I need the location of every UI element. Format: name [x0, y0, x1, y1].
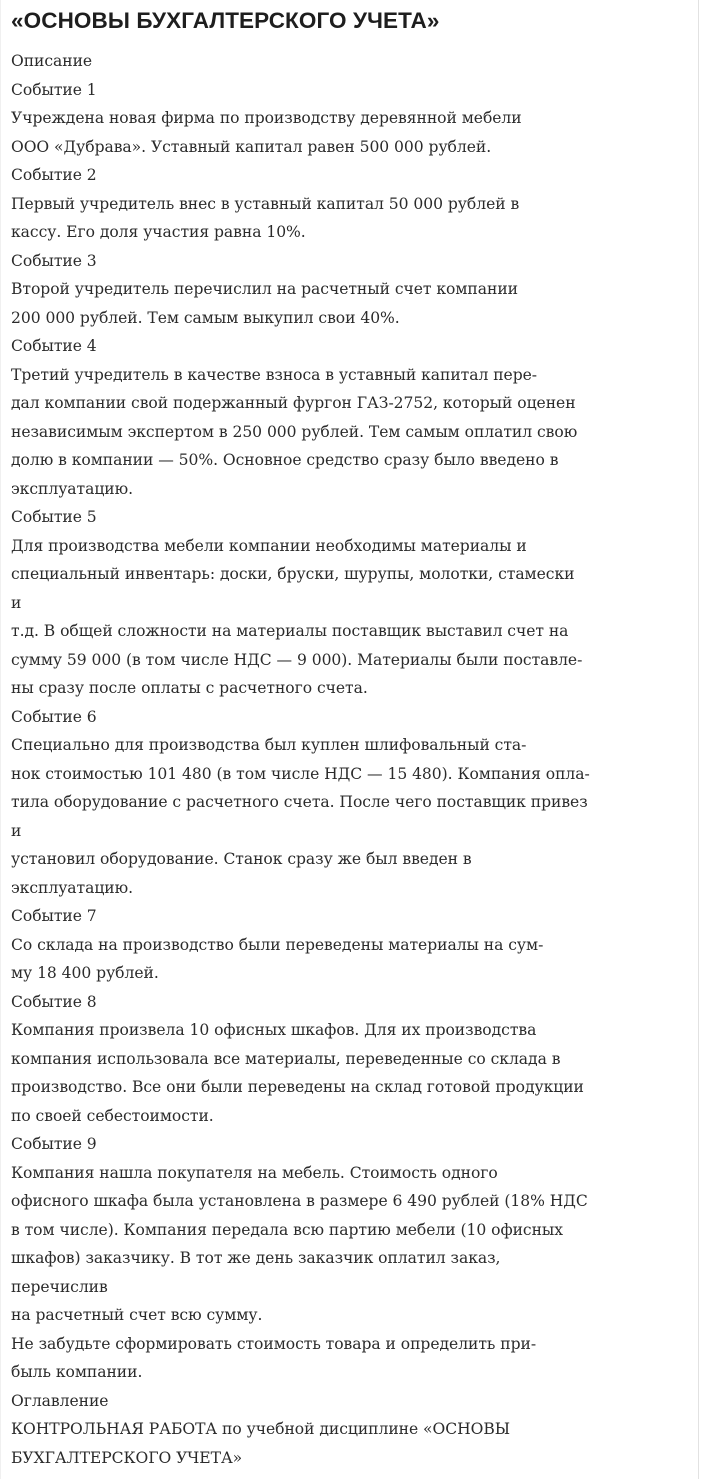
text-line: Третий учредитель в качестве взноса в уставный капитал пере-: [11, 365, 538, 384]
text-line: Событие 6: [11, 707, 97, 726]
text-line: дал компании свой подержанный фургон ГАЗ-2752, который оценен: [11, 394, 576, 412]
text-line: Со склада на производство были переведены материалы на сум-: [11, 935, 544, 954]
text-line: Событие 1: [11, 80, 97, 99]
text-line: Компания нашла покупателя на мебель. Стоимость одного: [11, 1163, 498, 1182]
text-line: компания использовала все материалы, переведенные со склада в: [11, 1049, 561, 1068]
text-line: по своей себестоимости.: [11, 1106, 214, 1125]
text-line: 200 000 рублей. Тем самым выкупил свои 40%.: [11, 308, 400, 327]
text-line: ООО «Дубрава». Уставный капитал равен 500 000 рублей.: [11, 137, 492, 156]
text-line: Событие 5: [11, 508, 97, 526]
text-line: производство. Все они были переведены на склад готовой продукции: [11, 1078, 584, 1096]
document-title: «ОСНОВЫ БУХГАЛТЕРСКОГО УЧЕТА»: [11, 8, 440, 33]
text-line: т.д. В общей сложности на материалы поставщик выставил счет на: [11, 622, 569, 640]
text-line: Событие 3: [11, 251, 97, 270]
text-line: долю в компании — 50%. Основное средство сразу было введено в: [11, 451, 559, 469]
text-line: Не забудьте сформировать стоимость товара и определить при-: [11, 1334, 537, 1353]
text-line: му 18 400 рублей.: [11, 964, 159, 982]
text-line: кассу. Его доля участия равна 10%.: [11, 223, 306, 241]
text-line: Первый учредитель внес в уставный капитал 50 000 рублей в: [11, 194, 520, 213]
text-line: эксплуатацию.: [11, 479, 134, 498]
text-line: перечислив: [11, 1277, 108, 1296]
text-line: в том числе). Компания передала всю партию мебели (10 офисных: [11, 1220, 563, 1239]
text-line: Учреждена новая фирма по производству деревянной мебели: [11, 109, 522, 127]
text-line: БУХГАЛТЕРСКОГО УЧЕТА»: [11, 1448, 243, 1467]
text-line: на расчетный счет всю сумму.: [11, 1306, 263, 1324]
text-line: тила оборудование с расчетного счета. После чего поставщик привез: [11, 793, 588, 811]
text-line: Событие 9: [11, 1135, 97, 1153]
text-line: Второй учредитель перечислил на расчетный счет компании: [11, 280, 518, 298]
text-line: офисного шкафа была установлена в размере 6 490 рублей (18% НДС: [11, 1192, 588, 1210]
text-line: и: [11, 593, 22, 612]
text-line: эксплуатацию.: [11, 878, 134, 897]
text-line: Событие 2: [11, 166, 97, 184]
text-line: Специально для производства был куплен шлифовальный ста-: [11, 736, 527, 754]
text-line: КОНТРОЛЬНАЯ РАБОТА по учебной дисциплине «ОСНОВЫ: [11, 1420, 511, 1438]
text-line: быль компании.: [11, 1363, 143, 1381]
text-line: установил оборудование. Станок сразу же был введен в: [11, 850, 472, 868]
document-body: [11, 47, 696, 1472]
text-line: независимым экспертом в 250 000 рублей. Тем самым оплатил свою: [11, 422, 578, 441]
text-line: Событие 8: [11, 992, 97, 1011]
text-line: Описание: [11, 52, 93, 70]
text-line: нок стоимостью 101 480 (в том числе НДС — 15 480). Компания опла-: [11, 764, 590, 783]
text-line: специальный инвентарь: доски, бруски, шурупы, молотки, стамески: [11, 565, 575, 583]
text-line: Оглавление: [11, 1391, 109, 1410]
text-line: Для производства мебели компании необходимы материалы и: [11, 536, 527, 555]
text-line: ны сразу после оплаты с расчетного счета.: [11, 679, 368, 697]
text-line: Компания произвела 10 офисных шкафов. Для их производства: [11, 1021, 537, 1039]
text-line: Событие 4: [11, 337, 97, 355]
text-line: Событие 7: [11, 907, 97, 925]
text-line: и: [11, 821, 22, 840]
text-line: сумму 59 000 (в том числе НДС — 9 000). Материалы были поставле-: [11, 650, 583, 669]
text-line: шкафов) заказчику. В тот же день заказчик оплатил заказ,: [11, 1249, 501, 1267]
